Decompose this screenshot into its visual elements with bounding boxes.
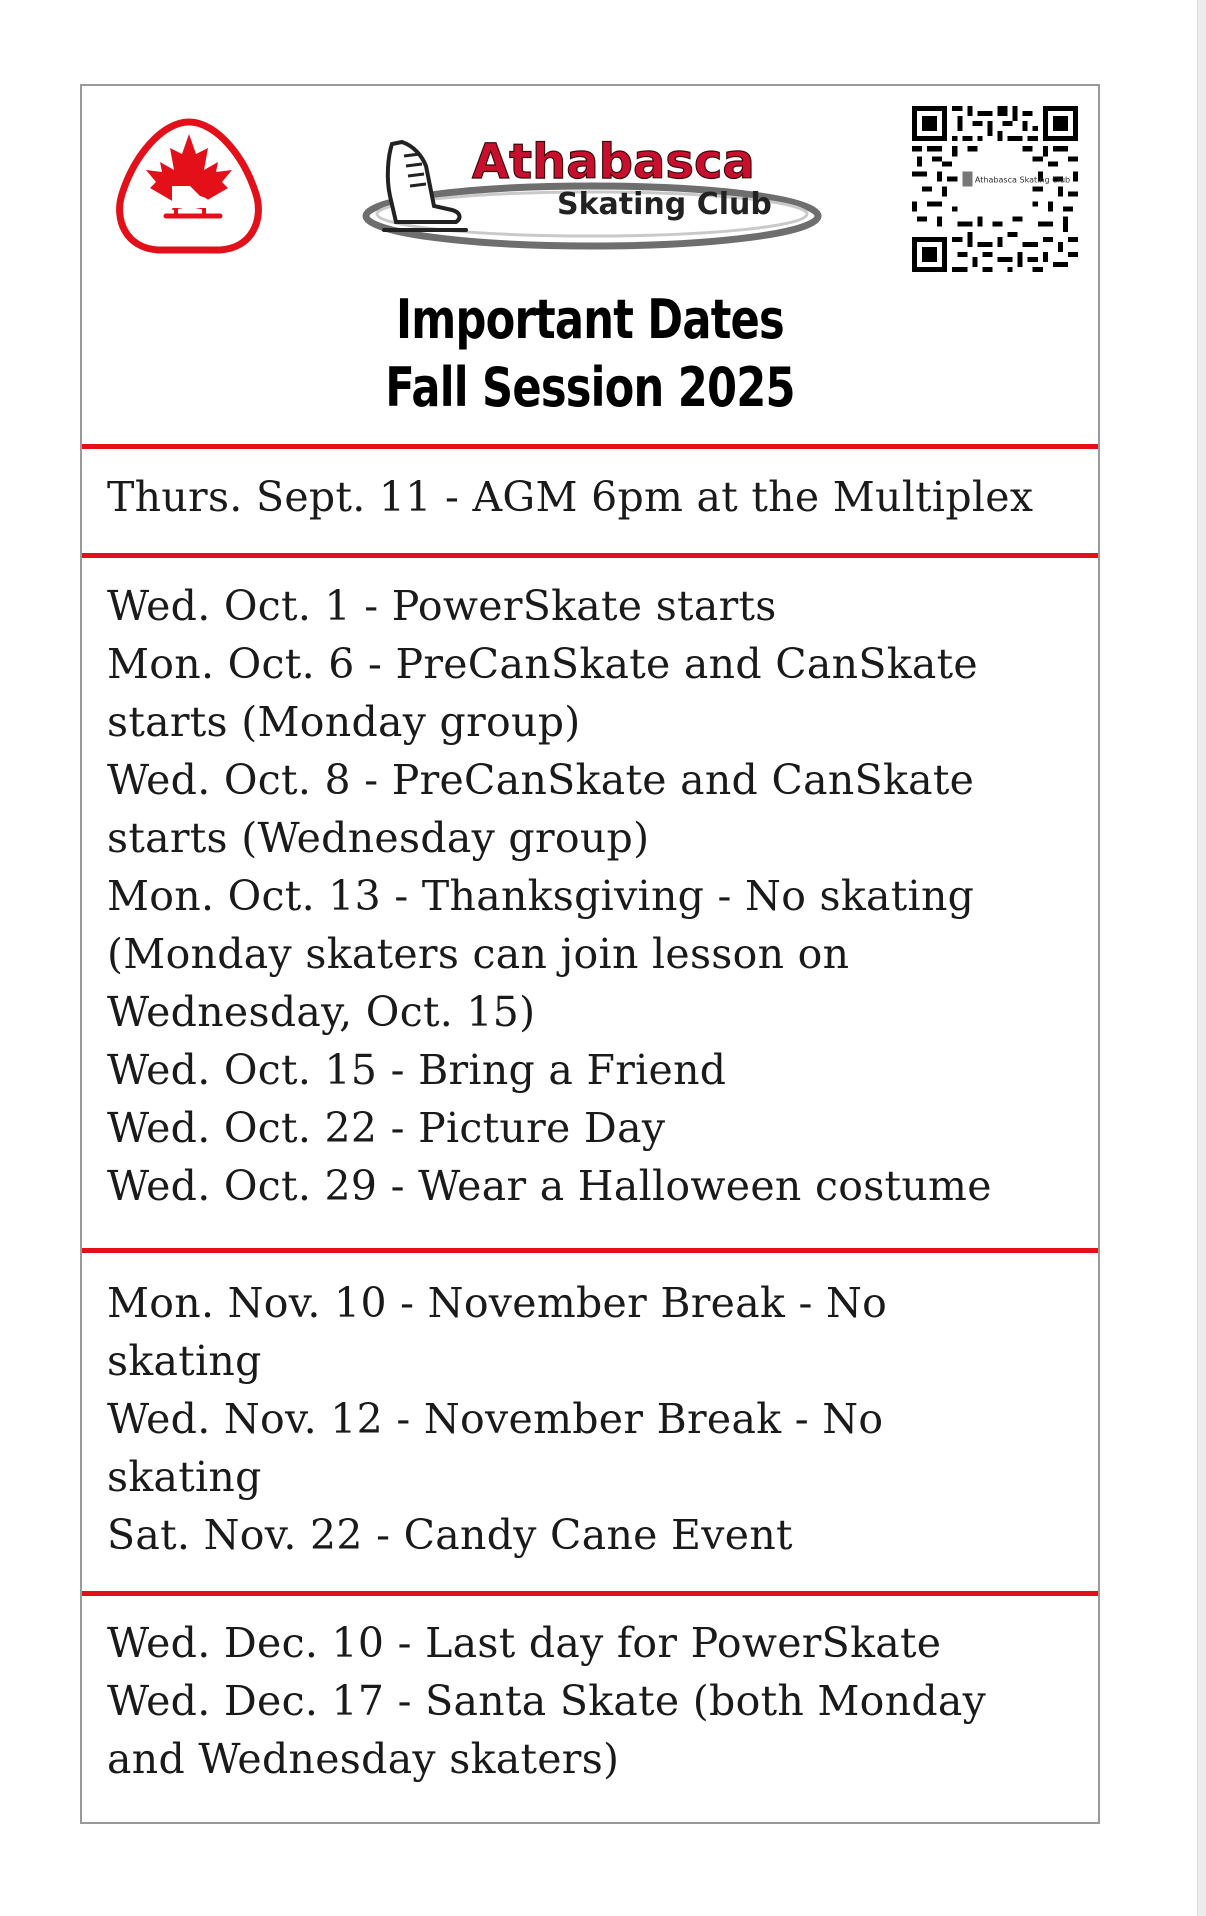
event-line: Wed. Oct. 15 - Bring a Friend [107,1046,727,1094]
page-edge-strip [1197,0,1206,1916]
section-divider [82,1591,1098,1596]
event-line: Wednesday, Oct. 15) [107,988,536,1036]
qr-center-label: Athabasca Skating Club [974,175,1071,185]
title-line-1: Important Dates [396,288,784,351]
card-header [82,86,1098,446]
section-divider [82,553,1098,558]
event-line: starts (Wednesday group) [107,814,650,862]
title-line-2: Fall Session 2025 [385,356,795,419]
skate-canada-logo [112,116,266,256]
page-title [184,286,997,422]
section-november [107,1274,1087,1564]
section-divider [82,1248,1098,1253]
event-line: Wed. Oct. 8 - PreCanSkate and CanSkate [107,756,975,804]
event-line: Mon. Oct. 6 - PreCanSkate and CanSkate [107,640,978,688]
qr-code [912,106,1078,272]
important-dates-card [80,84,1100,1824]
event-line: Thurs. Sept. 11 - AGM 6pm at the Multiplex [107,473,1034,521]
event-line: Wed. Nov. 12 - November Break - No [107,1395,884,1443]
section-divider [82,444,1098,449]
club-logo-skate-icon [384,142,466,230]
event-line: Wed. Oct. 29 - Wear a Halloween costume [107,1162,992,1210]
event-line: (Monday skaters can join lesson on [107,930,850,978]
club-logo [362,126,822,251]
event-line: Mon. Oct. 13 - Thanksgiving - No skating [107,872,975,920]
event-line: Wed. Oct. 22 - Picture Day [107,1104,666,1152]
event-line: Wed. Dec. 10 - Last day for PowerSkate [107,1619,942,1667]
event-line: Mon. Nov. 10 - November Break - No [107,1279,888,1327]
club-name-main: Athabasca [472,134,755,190]
club-name-sub: Skating Club [557,187,772,222]
section-september [107,468,1087,526]
event-line: Sat. Nov. 22 - Candy Cane Event [107,1511,793,1559]
event-line: Wed. Oct. 1 - PowerSkate starts [107,582,777,630]
event-line: Wed. Dec. 17 - Santa Skate (both Monday [107,1677,987,1725]
event-line: skating [107,1453,262,1501]
event-line: skating [107,1337,262,1385]
event-line: starts (Monday group) [107,698,581,746]
section-december [107,1614,1087,1788]
event-line: and Wednesday skaters) [107,1735,620,1783]
section-october [107,577,1087,1215]
